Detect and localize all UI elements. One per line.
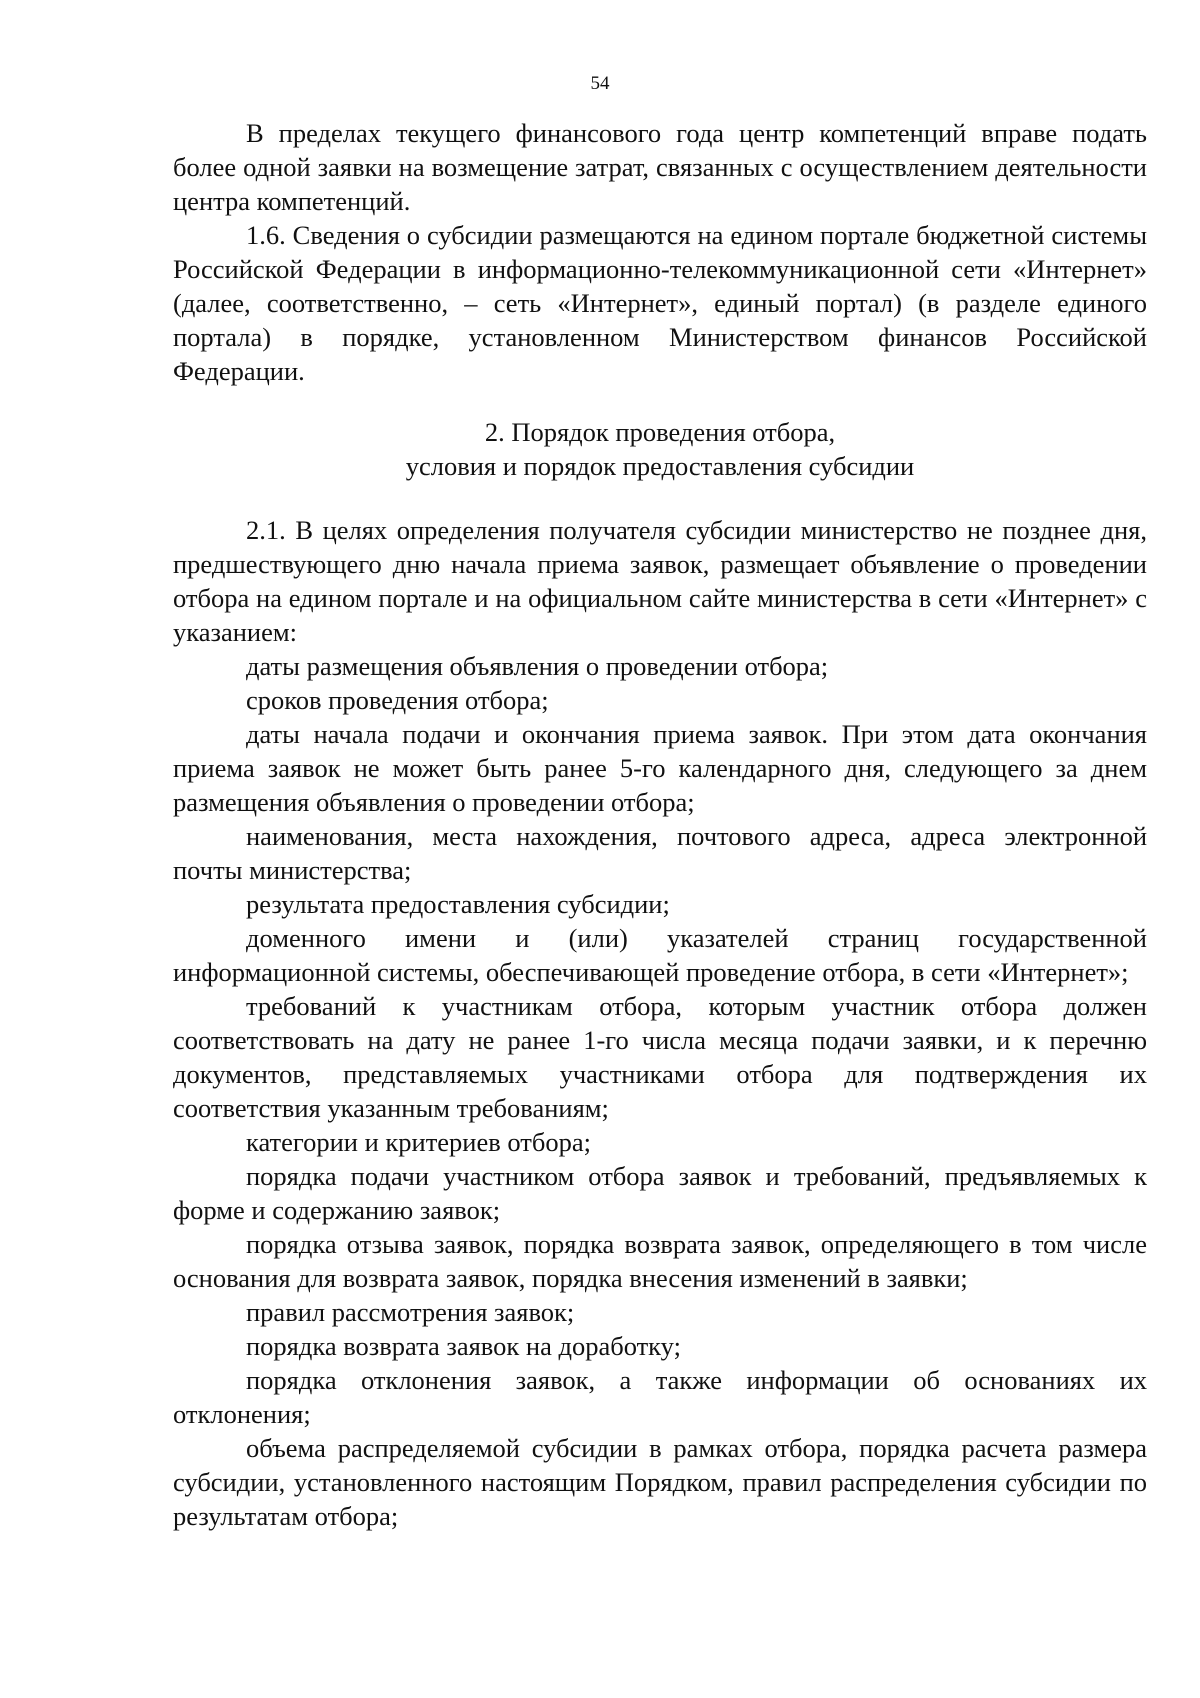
paragraph: 2.1. В целях определения получателя субсидии министерство не позднее дня, предшествующего дню начала приема заявок, размещает объявление о проведении отбора на едином портале и на официальном сайте министерства в сети «Интернет» с указанием:: [173, 515, 1147, 647]
section-heading-line-1: 2. Порядок проведения отбора,: [484, 417, 836, 447]
list-item: даты размещения объявления о проведении отбора;: [246, 651, 829, 681]
list-item: порядка отклонения заявок, а также информации об основаниях их отклонения;: [173, 1365, 1147, 1429]
list-item: сроков проведения отбора;: [246, 685, 549, 715]
list-item: объема распределяемой субсидии в рамках отбора, порядка расчета размера субсидии, установленного настоящим Порядком, правил распределения субсидии по результатам отбора;: [173, 1433, 1147, 1531]
paragraph: В пределах текущего финансового года центр компетенций вправе подать более одной заявки на возмещение затрат, связанных с осуществлением деятельности центра компетенций.: [173, 118, 1147, 216]
section-heading: [173, 415, 1147, 483]
list-item: порядка возврата заявок на доработку;: [246, 1331, 681, 1361]
list-item: требований к участникам отбора, которым участник отбора должен соответствовать на дату не ранее 1-го числа месяца подачи заявки, и к перечню документов, представляемых участниками отбора для подтверждения их соответствия указанным требованиям;: [173, 991, 1147, 1123]
list-item: порядка отзыва заявок, порядка возврата заявок, определяющего в том числе основания для возврата заявок, порядка внесения изменений в заявки;: [173, 1229, 1147, 1293]
list-item: наименования, места нахождения, почтового адреса, адреса электронной почты министерства;: [173, 821, 1147, 885]
section-heading-line-2: условия и порядок предоставления субсидии: [405, 451, 915, 481]
paragraph: 1.6. Сведения о субсидии размещаются на едином портале бюджетной системы Российской Федерации в информационно-телекоммуникационной сети «Интернет» (далее, соответственно, – сеть «Интернет», единый портал) (в разделе единого портала) в порядке, установленном Министерством финансов Российской Федерации.: [173, 220, 1147, 386]
list-item: категории и критериев отбора;: [246, 1127, 591, 1157]
list-item: порядка подачи участником отбора заявок и требований, предъявляемых к форме и содержанию заявок;: [173, 1161, 1147, 1225]
list-item: доменного имени и (или) указателей страниц государственной информационной системы, обеспечивающей проведение отбора, в сети «Интернет»;: [173, 923, 1147, 987]
list-item: правил рассмотрения заявок;: [246, 1297, 575, 1327]
page-number: 54: [590, 73, 610, 94]
list-item: результата предоставления субсидии;: [246, 889, 670, 919]
list-item: даты начала подачи и окончания приема заявок. При этом дата окончания приема заявок не может быть ранее 5-го календарного дня, следующего за днем размещения объявления о проведении отбора;: [173, 719, 1147, 817]
document-body: [173, 116, 1147, 1533]
